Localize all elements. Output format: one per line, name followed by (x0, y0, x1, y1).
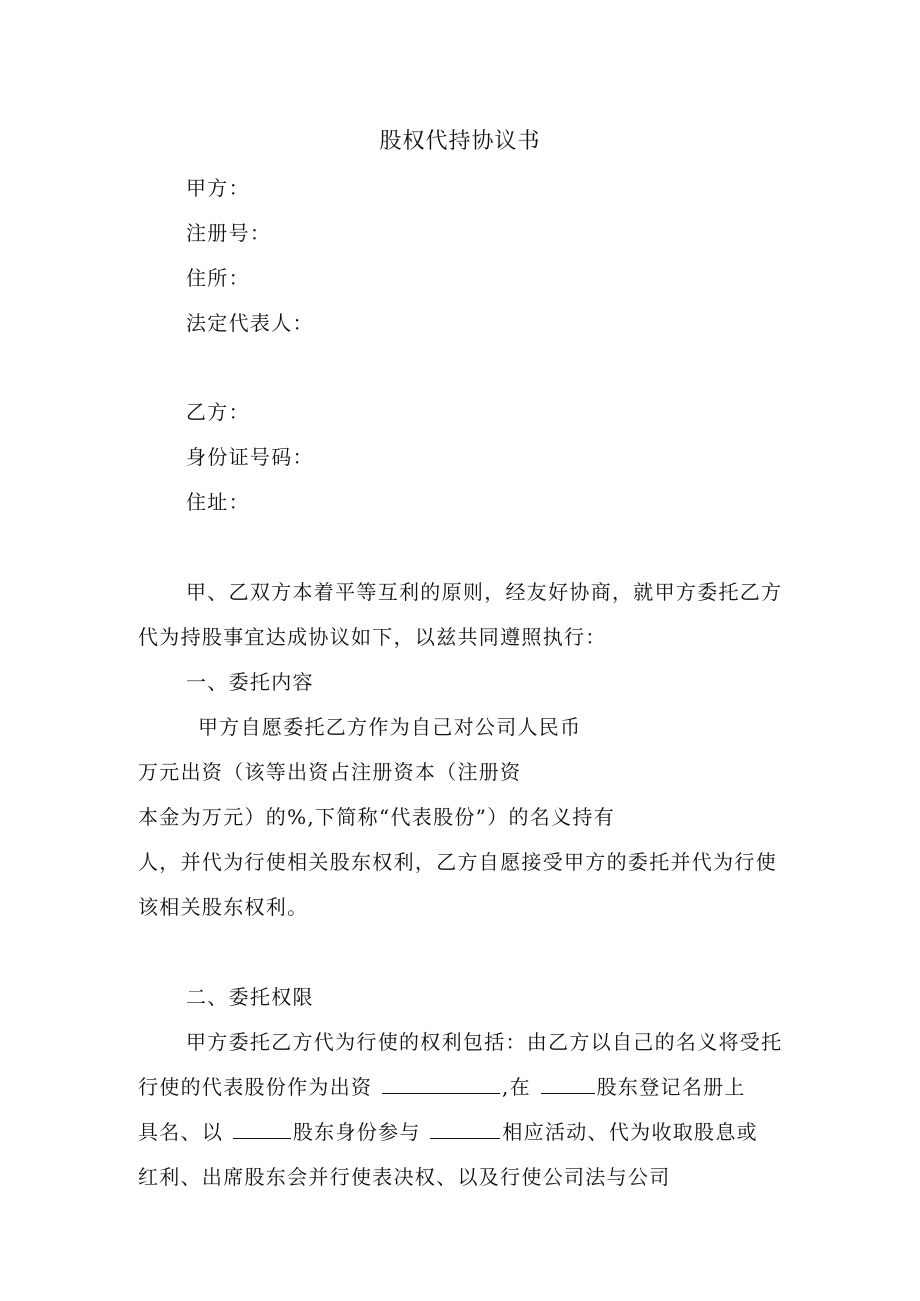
intro-line-1: 甲、乙双方本着平等互利的原则，经友好协商，就甲方委托乙方 (186, 580, 783, 604)
section-1-line-5: 该相关股东权利。 (138, 895, 309, 919)
shareholder-blank (233, 1120, 291, 1139)
section-2-heading: 二、委托权限 (186, 985, 314, 1009)
register-blank (541, 1075, 595, 1094)
party-b-id-label: 身份证号码： (186, 445, 314, 469)
section-2-line-3-part-a: 具名、以 (138, 1120, 224, 1144)
section-1-line-3: 本金为万元）的%,下简称“代表股份”）的名义持有 (138, 805, 616, 829)
section-2-line-4: 红利、出席股东会并行使表决权、以及行使公司法与公司 (138, 1165, 671, 1189)
section-1-heading: 一、委托内容 (186, 670, 314, 694)
party-b-label: 乙方： (186, 400, 250, 424)
section-1-line-1: 甲方自愿委托乙方作为自己对公司人民币 (198, 715, 582, 739)
document-title: 股权代持协议书 (379, 129, 541, 154)
intro-line-2: 代为持股事宜达成协议如下，以兹共同遵照执行： (138, 625, 607, 649)
section-2-line-2-part-b: ,在 (501, 1075, 531, 1099)
section-2-line-1: 甲方委托乙方代为行使的权利包括：由乙方以自己的名义将受托 (186, 1030, 783, 1054)
section-2-line-3-part-c: 相应活动、代为收取股息或 (502, 1120, 758, 1144)
section-2-line-3-part-b: 股东身份参与 (292, 1120, 421, 1144)
party-a-label: 甲方： (186, 176, 250, 200)
party-a-reg-no-label: 注册号： (186, 221, 272, 245)
party-a-address-label: 住所： (186, 266, 250, 290)
section-1-line-4: 人，并代为行使相关股东权利，乙方自愿接受甲方的委托并代为行使 (138, 850, 777, 874)
party-b-address-label: 住址： (186, 490, 250, 514)
party-a-legal-rep-label: 法定代表人： (186, 311, 314, 335)
investment-blank (382, 1075, 500, 1094)
section-2-line-2 (138, 1075, 746, 1099)
section-2-line-2-part-c: 股东登记名册上 (596, 1075, 746, 1099)
section-1-line-2: 万元出资（该等出资占注册资本（注册资 (138, 760, 522, 784)
section-2-line-3 (138, 1120, 758, 1144)
activity-blank (430, 1120, 500, 1139)
section-2-line-2-part-a: 行使的代表股份作为出资 (138, 1075, 373, 1099)
